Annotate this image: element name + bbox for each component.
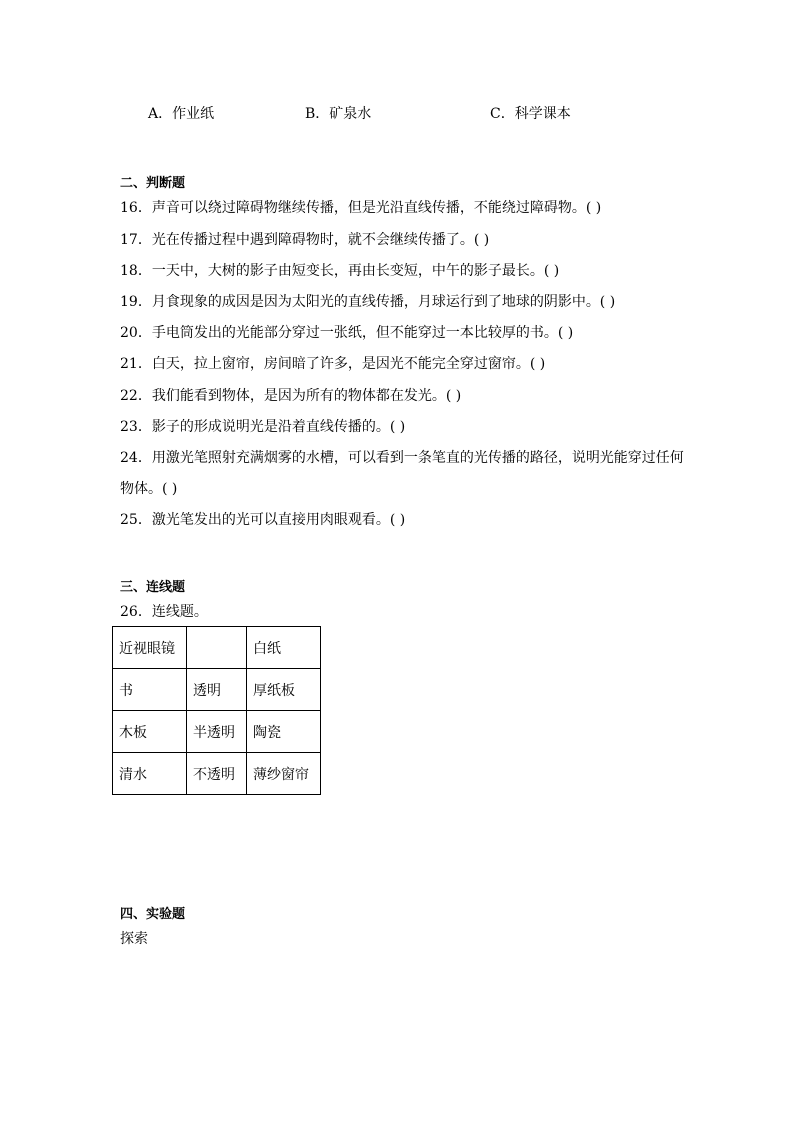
question-19: 19．月食现象的成因是因为太阳光的直线传播，月球运行到了地球的阴影中。( )	[120, 294, 616, 310]
table-cell	[187, 627, 247, 669]
table-cell: 白纸	[247, 627, 321, 669]
table-cell: 木板	[113, 711, 187, 753]
option-a: A．作业纸	[148, 106, 215, 122]
table-cell: 书	[113, 669, 187, 711]
question-20: 20．手电筒发出的光能部分穿过一张纸，但不能穿过一本比较厚的书。( )	[120, 325, 574, 341]
table-cell: 透明	[187, 669, 247, 711]
question-17: 17．光在传播过程中遇到障碍物时，就不会继续传播了。( )	[120, 232, 490, 248]
table-row	[113, 753, 321, 795]
question-21: 21．白天，拉上窗帘，房间暗了许多，是因光不能完全穿过窗帘。( )	[120, 356, 546, 372]
table-row	[113, 669, 321, 711]
question-24-line2: 物体。( )	[120, 481, 178, 497]
matching-table	[112, 626, 321, 795]
experiment-text: 探索	[120, 931, 148, 947]
section-title-experiment: 四、实验题	[120, 907, 186, 922]
option-c: C．科学课本	[490, 106, 571, 122]
question-24-line1: 24．用激光笔照射充满烟雾的水槽，可以看到一条笔直的光传播的路径，说明光能穿过任何	[120, 450, 684, 466]
table-row	[113, 711, 321, 753]
question-18: 18．一天中，大树的影子由短变长，再由长变短，中午的影子最长。( )	[120, 263, 560, 279]
question-22: 22．我们能看到物体，是因为所有的物体都在发光。( )	[120, 388, 462, 404]
question-26: 26．连线题。	[120, 604, 208, 620]
section-title-matching: 三、连线题	[120, 580, 186, 595]
table-cell: 半透明	[187, 711, 247, 753]
question-25: 25．激光笔发出的光可以直接用肉眼观看。( )	[120, 512, 406, 528]
section-title-true-false: 二、判断题	[120, 176, 186, 191]
table-cell: 近视眼镜	[113, 627, 187, 669]
table-row	[113, 627, 321, 669]
table-cell: 薄纱窗帘	[247, 753, 321, 795]
option-b: B．矿泉水	[305, 106, 372, 122]
question-23: 23．影子的形成说明光是沿着直线传播的。( )	[120, 419, 406, 435]
table-cell: 不透明	[187, 753, 247, 795]
table-cell: 陶瓷	[247, 711, 321, 753]
table-cell: 厚纸板	[247, 669, 321, 711]
table-cell: 清水	[113, 753, 187, 795]
question-16: 16．声音可以绕过障碍物继续传播，但是光沿直线传播，不能绕过障碍物。( )	[120, 200, 602, 216]
